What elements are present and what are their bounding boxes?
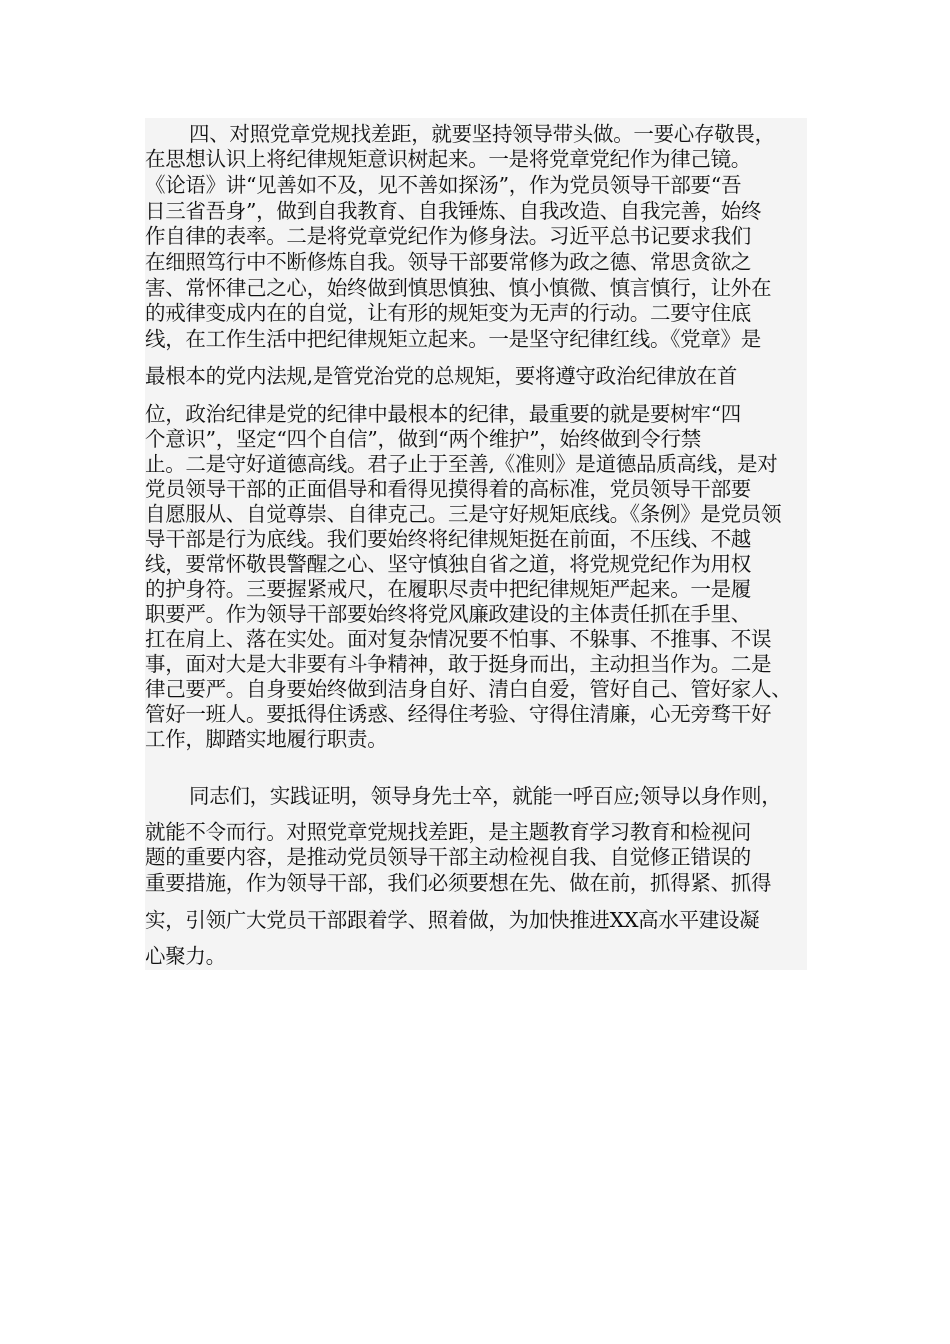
text-line: 的护身符。三要握紧戒尺，在履职尽责中把纪律规矩严起来。一是履 <box>145 577 751 601</box>
text-line: 在细照笃行中不断修炼自我。领导干部要常修为政之德、常思贪欲之 <box>145 250 751 274</box>
text-line: 实，引领广大党员干部跟着学、照着做，为加快推进XX高水平建设凝 <box>145 908 760 932</box>
text-line: 就能不令而行。对照党章党规找差距，是主题教育学习教育和检视问 <box>145 820 751 844</box>
text-line: 题的重要内容，是推动党员领导干部主动检视自我、自觉修正错误的 <box>145 845 751 869</box>
paragraph-conclusion-part-2 <box>145 820 807 970</box>
text-line: 导干部是行为底线。我们要始终将纪律规矩挺在前面，不压线、不越 <box>145 527 751 551</box>
text-line: 作自律的表率。二是将党章党纪作为修身法。习近平总书记要求我们 <box>145 224 751 248</box>
text-line: 心聚力。 <box>145 944 226 968</box>
text-line: 职要严。作为领导干部要始终将党风廉政建设的主体责任抓在手里、 <box>145 602 751 626</box>
text-line: 律己要严。自身要始终做到洁身自好、清白自爱，管好自己、管好家人、 <box>145 677 792 701</box>
text-line: 工作，脚踏实地履行职责。 <box>145 727 388 751</box>
text-line: 自愿服从、自觉尊崇、自律克己。三是守好规矩底线。《条例》是党员领 <box>145 502 782 526</box>
paragraph-discipline-part-3 <box>145 402 807 772</box>
paragraph-discipline-part-1 <box>145 118 807 354</box>
text-line: 同志们，实践证明，领导身先士卒，就能一呼百应;领导以身作则， <box>189 784 782 808</box>
paragraph-conclusion-part-1 <box>145 772 807 820</box>
text-line: 位，政治纪律是党的纪律中最根本的纪律，最重要的就是要树牢“四 <box>145 402 741 426</box>
text-line: 止。二是守好道德高线。君子止于至善,《准则》是道德品质高线，是对 <box>145 452 778 476</box>
text-line: 线，要常怀敬畏警醒之心、坚守慎独自省之道，将党规党纪作为用权 <box>145 552 751 576</box>
text-line: 的戒律变成内在的自觉，让有形的规矩变为无声的行动。二要守住底 <box>145 301 751 325</box>
text-line: 管好一班人。要抵得住诱惑、经得住考验、守得住清廉，心无旁骛干好 <box>145 702 772 726</box>
text-line: 事，面对大是大非要有斗争精神，敢于挺身而出，主动担当作为。二是 <box>145 652 772 676</box>
text-line: 最根本的党内法规,是管党治党的总规矩，要将遵守政治纪律放在首 <box>145 364 738 388</box>
text-line: 四、对照党章党规找差距，就要坚持领导带头做。一要心存敬畏， <box>189 122 775 146</box>
text-line: 在思想认识上将纪律规矩意识树起来。一是将党章党纪作为律己镜。 <box>145 147 751 171</box>
text-line: 日三省吾身”，做到自我教育、自我锤炼、自我改造、自我完善，始终 <box>145 199 762 223</box>
text-line: 个意识”，坚定“四个自信”，做到“两个维护”，始终做到令行禁 <box>145 427 701 451</box>
text-line: 线，在工作生活中把纪律规矩立起来。一是坚守纪律红线。《党章》是 <box>145 327 761 351</box>
text-line: 重要措施，作为领导干部，我们必须要想在先、做在前，抓得紧、抓得 <box>145 871 772 895</box>
text-line: 《论语》讲“见善如不及，见不善如探汤”，作为党员领导干部要“吾 <box>145 173 742 197</box>
paragraph-discipline-part-2 <box>145 354 807 402</box>
text-line: 党员领导干部的正面倡导和看得见摸得着的高标准，党员领导干部要 <box>145 477 751 501</box>
text-line: 害、常怀律己之心，始终做到慎思慎独、慎小慎微、慎言慎行，让外在 <box>145 276 772 300</box>
text-line: 扛在肩上、落在实处。面对复杂情况要不怕事、不躲事、不推事、不误 <box>145 627 772 651</box>
